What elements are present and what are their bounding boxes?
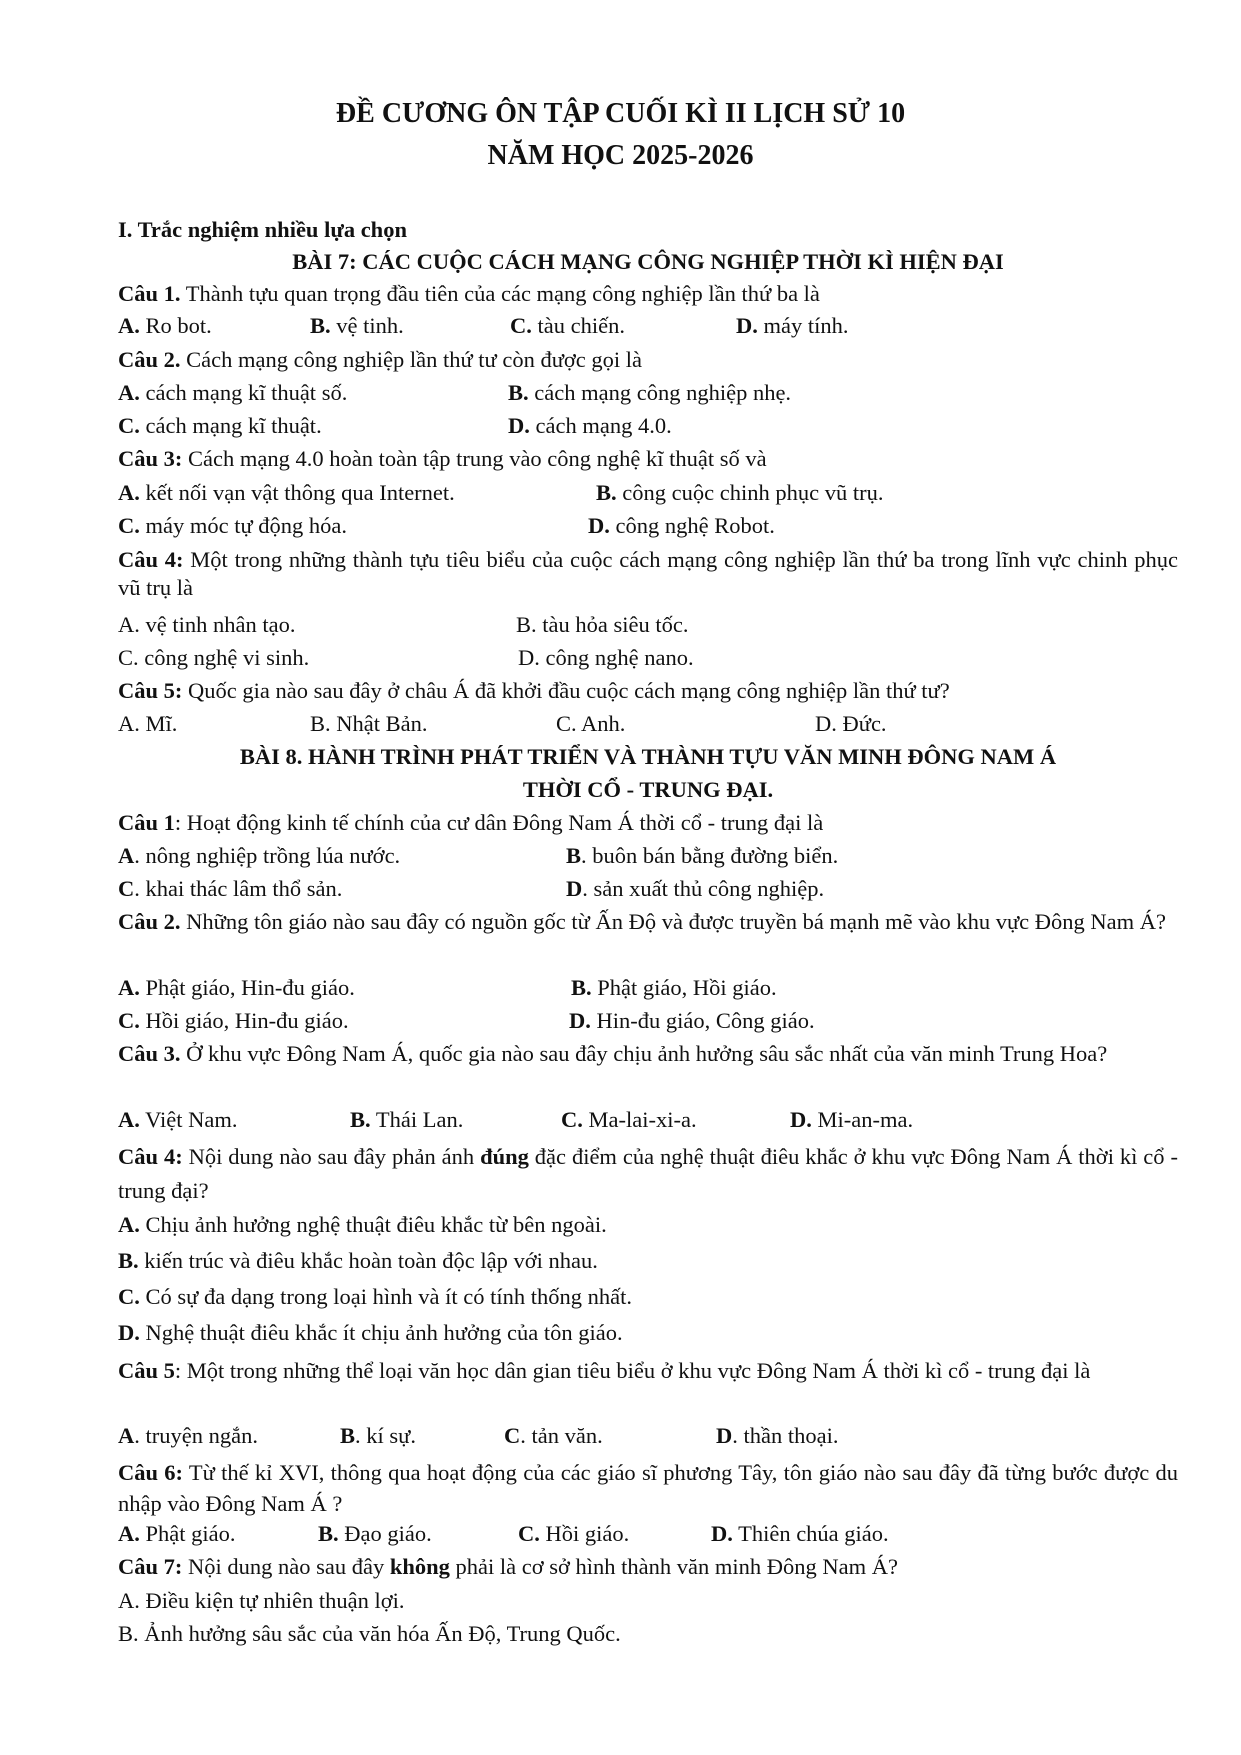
answer-c: C. tàu chiến. <box>510 313 625 338</box>
question-text: Câu 5: Quốc gia nào sau đây ở châu Á đã khởi đầu cuộc cách mạng công nghiệp lần thứ tư? <box>118 678 950 703</box>
answer-b: B. buôn bán bằng đường biển. <box>566 843 839 868</box>
answer-a: A. cách mạng kĩ thuật số. <box>118 380 348 405</box>
answer-c: C. cách mạng kĩ thuật. <box>118 413 322 438</box>
lesson8-subtitle: THỜI CỔ - TRUNG ĐẠI. <box>522 777 774 802</box>
answer-a: A. Ro bot. <box>118 313 212 338</box>
question-text: Câu 5: Một trong những thể loại văn học dân gian tiêu biểu ở khu vực Đông Nam Á thời kì cổ - trung đại là <box>118 1358 1091 1383</box>
answer-c: C. Ma-lai-xi-a. <box>561 1107 697 1132</box>
lesson7-title: BÀI 7: CÁC CUỘC CÁCH MẠNG CÔNG NGHIỆP THỜI KÌ HIỆN ĐẠI <box>292 249 1004 274</box>
question-text: Câu 1: Hoạt động kinh tế chính của cư dân Đông Nam Á thời cổ - trung đại là <box>118 810 824 835</box>
section-heading: I. Trắc nghiệm nhiều lựa chọn <box>118 217 407 242</box>
answer-d: D. Nghệ thuật điêu khắc ít chịu ảnh hưởng của tôn giáo. <box>118 1320 623 1345</box>
answer-b: B. Đạo giáo. <box>318 1521 432 1546</box>
answer-b: B. Thái Lan. <box>350 1107 464 1132</box>
answer-d: D. sản xuất thủ công nghiệp. <box>566 876 825 901</box>
answer-d: D. Mi-an-ma. <box>790 1107 914 1132</box>
answer-a: A. Điều kiện tự nhiên thuận lợi. <box>118 1588 405 1613</box>
answer-d: D. cách mạng 4.0. <box>508 413 672 438</box>
answer-d: D. Đức. <box>815 711 887 736</box>
question-text: Câu 6: Từ thế kỉ XVI, thông qua hoạt động của các giáo sĩ phương Tây, tôn giáo nào sau đây đã từng bước được du nhập vào Đông Nam Á ? <box>118 1460 1178 1516</box>
answer-a: A. Mĩ. <box>118 711 178 736</box>
answer-a: A. kết nối vạn vật thông qua Internet. <box>118 480 455 505</box>
answer-b: B. công cuộc chinh phục vũ trụ. <box>596 480 884 505</box>
answer-c: C. công nghệ vi sinh. <box>118 645 310 670</box>
question-text: Câu 3. Ở khu vực Đông Nam Á, quốc gia nào sau đây chịu ảnh hưởng sâu sắc nhất của văn minh Trung Hoa? <box>118 1041 1108 1066</box>
lesson8-title: BÀI 8. HÀNH TRÌNH PHÁT TRIỂN VÀ THÀNH TỰU VĂN MINH ĐÔNG NAM Á <box>239 744 1057 769</box>
document-title: ĐỀ CƯƠNG ÔN TẬP CUỐI KÌ II LỊCH SỬ 10 <box>335 98 906 129</box>
answer-c: C. máy móc tự động hóa. <box>118 513 348 538</box>
answer-c: C. Có sự đa dạng trong loại hình và ít có tính thống nhất. <box>118 1284 633 1309</box>
question-text: Câu 3: Cách mạng 4.0 hoàn toàn tập trung vào công nghệ kĩ thuật số và <box>118 446 767 471</box>
answer-b: B. tàu hỏa siêu tốc. <box>516 612 689 637</box>
question-text: Câu 4: Nội dung nào sau đây phản ánh đúng đặc điểm của nghệ thuật điêu khắc ở khu vực Đông Nam Á thời kì cổ - trung đại? <box>118 1144 1178 1203</box>
answer-b: B. cách mạng công nghiệp nhẹ. <box>508 380 792 405</box>
answer-d: D. công nghệ nano. <box>518 645 694 670</box>
answer-a: A. Phật giáo, Hin-đu giáo. <box>118 975 355 1000</box>
answer-c: C. Hồi giáo. <box>518 1521 630 1546</box>
answer-c: C. Hồi giáo, Hin-đu giáo. <box>118 1008 349 1033</box>
answer-c: C. khai thác lâm thổ sản. <box>118 876 343 901</box>
question-text: Câu 4: Một trong những thành tựu tiêu biểu của cuộc cách mạng công nghiệp lần thứ ba trong lĩnh vực chinh phục vũ trụ là <box>118 547 1178 600</box>
answer-a: A. Chịu ảnh hưởng nghệ thuật điêu khắc từ bên ngoài. <box>118 1212 607 1237</box>
answer-a: A. nông nghiệp trồng lúa nước. <box>118 843 401 868</box>
question-text: Câu 2. Những tôn giáo nào sau đây có nguồn gốc từ Ấn Độ và được truyền bá mạnh mẽ vào khu vực Đông Nam Á? <box>118 909 1166 934</box>
answer-d: D. Thiên chúa giáo. <box>711 1521 889 1546</box>
school-year: NĂM HỌC 2025-2026 <box>487 140 754 171</box>
answer-c: C. Anh. <box>556 711 626 736</box>
answer-b: B. vệ tinh. <box>310 313 404 338</box>
answer-a: A. Việt Nam. <box>118 1107 238 1132</box>
answer-b: B. kí sự. <box>340 1423 416 1448</box>
answer-a: A. truyện ngắn. <box>118 1423 258 1448</box>
answer-c: C. tản văn. <box>504 1423 603 1448</box>
question-text: Câu 1. Thành tựu quan trọng đầu tiên của các mạng công nghiệp lần thứ ba là <box>118 281 820 306</box>
answer-d: D. máy tính. <box>736 313 849 338</box>
answer-d: D. Hin-đu giáo, Công giáo. <box>569 1008 815 1033</box>
answer-b: B. kiến trúc và điêu khắc hoàn toàn độc lập với nhau. <box>118 1248 598 1273</box>
answer-b: B. Nhật Bản. <box>310 711 428 736</box>
answer-a: A. vệ tinh nhân tạo. <box>118 612 296 637</box>
answer-b: B. Ảnh hưởng sâu sắc của văn hóa Ấn Độ, Trung Quốc. <box>118 1621 621 1646</box>
answer-d: D. thần thoại. <box>716 1423 839 1448</box>
answer-a: A. Phật giáo. <box>118 1521 236 1546</box>
question-text: Câu 7: Nội dung nào sau đây không phải là cơ sở hình thành văn minh Đông Nam Á? <box>118 1554 898 1579</box>
answer-b: B. Phật giáo, Hồi giáo. <box>571 975 777 1000</box>
answer-d: D. công nghệ Robot. <box>588 513 775 538</box>
question-text: Câu 2. Cách mạng công nghiệp lần thứ tư còn được gọi là <box>118 347 643 372</box>
